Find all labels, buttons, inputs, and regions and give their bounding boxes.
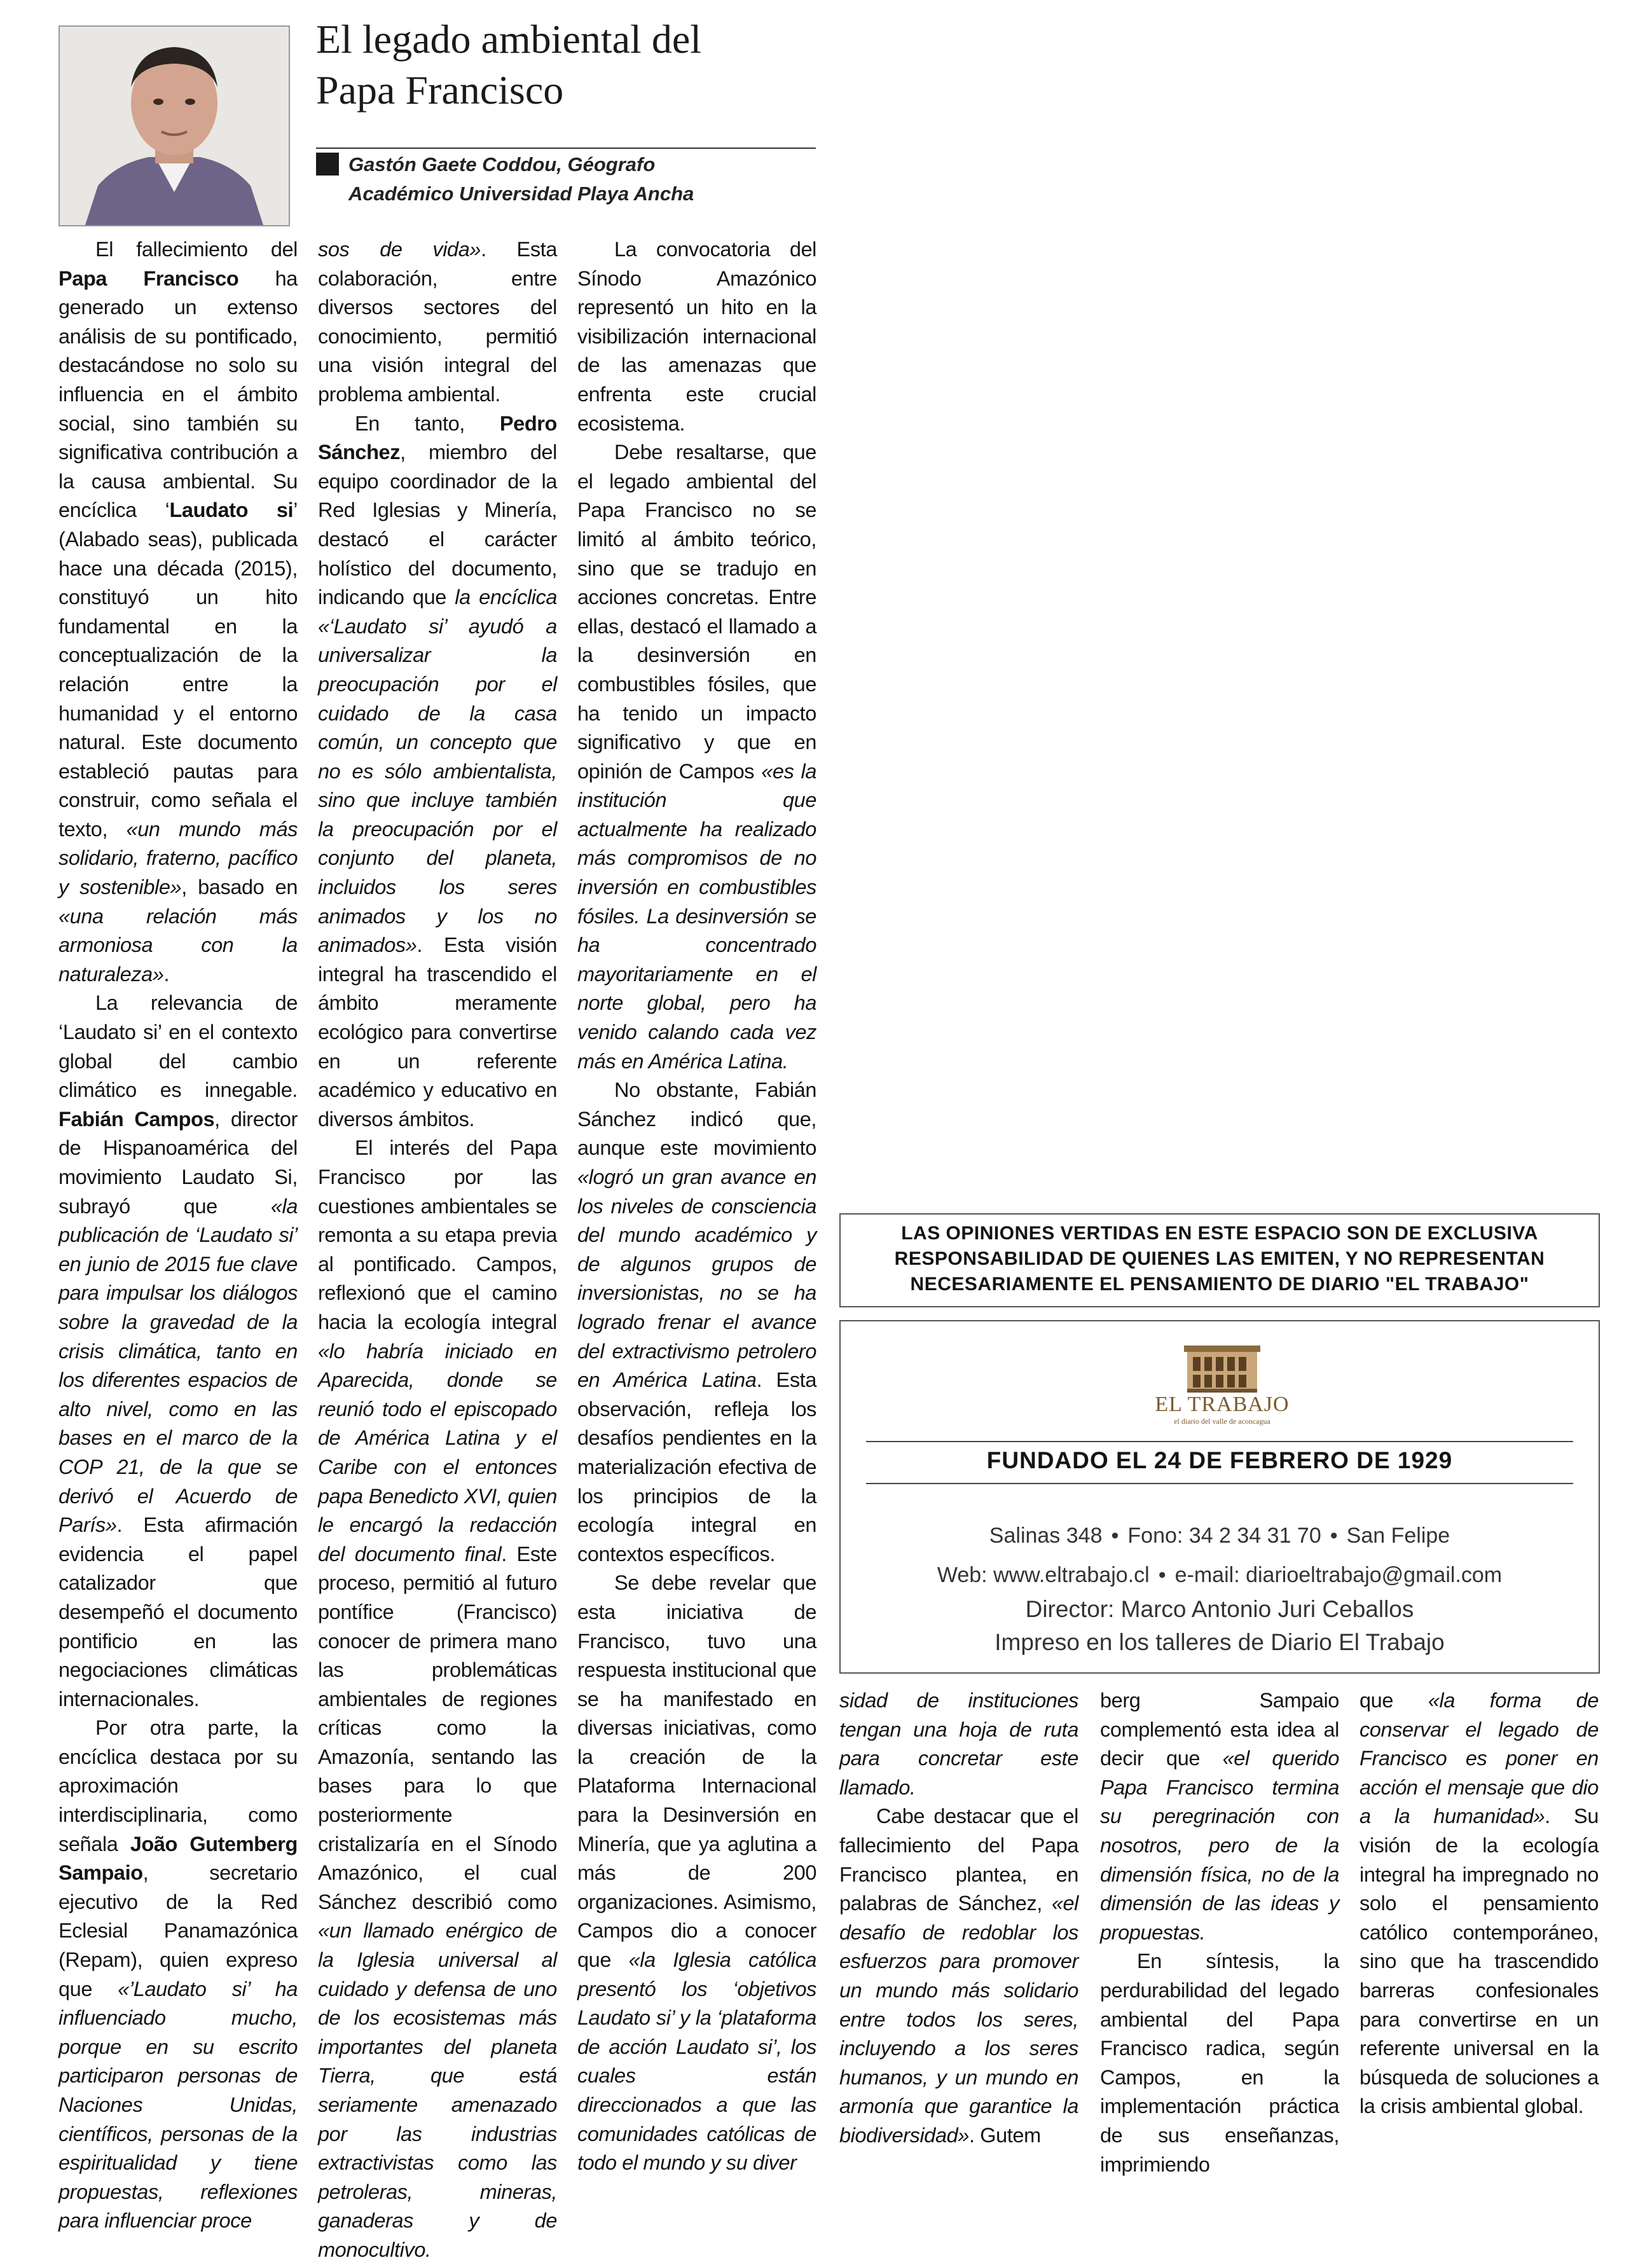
article-column-6 (1359, 1686, 1599, 2121)
paragraph: El interés del Papa Francisco por las cuestiones ambientales se remonta a su etapa previa al pontificado. Campos, reflexionó que el camino hacia la ecología integral «lo habría iniciado en Aparecida, donde se reunió todo el episcopado de América Latina y el Caribe con el entonces papa Benedicto XVI, quien le encargó la redacción del documento final. Este proceso, permitió al futuro pontífice (Francisco) conocer de primera mano las problemáticas ambientales de regiones críticas como la Amazonía, sentando las bases para lo que posteriormente cristalizaría en el Sínodo Amazónico, el cual Sánchez describió como «un llamado enérgico de la Iglesia universal al cuidado y defensa de uno de los ecosistemas más importantes del planeta Tierra, que está seriamente amenazado por las industrias extractivistas como las petroleras, mineras, ganaderas y de monocultivo. (318, 1136, 557, 2261)
paragraph: Se debe revelar que esta iniciativa de Francisco, tuvo una respuesta institucional que se ha manifestado en diversas iniciativas, como la creación de la Plataforma Internacional para la Desinversión en Minería, que ya aglutina a más de 200 organizaciones. Asimismo, Campos dio a conocer que «la Iglesia católica presentó los ‘objetivos Laudato si’ y la ‘plataforma de acción Laudato si’, los cuales están direccionados a que las comunidades católicas de todo el mundo y su diver (577, 1571, 816, 2175)
printer-line: Impreso en los talleres de Diario El Trabajo (995, 1629, 1445, 1655)
paragraph: Por otra parte, la encíclica destaca por su aproximación interdisciplinaria, como señala João Gutemberg Sampaio, secretario ejecutivo de la Red Eclesial Panamazónica (Repam), quien expreso que «’Laudato si’ ha influenciado mucho, porque en su escrito participaron personas de Naciones Unidas, científicos, personas de la espiritualidad y tiene propuestas, reflexiones para influenciar proce (59, 1716, 298, 2233)
disclaimer-line: LAS OPINIONES VERTIDAS EN ESTE ESPACIO SON DE EXCLUSIVA (901, 1223, 1538, 1244)
author-affiliation: Académico Universidad Playa Ancha (348, 182, 694, 205)
newspaper-masthead (839, 1320, 1600, 1674)
paragraph: La convocatoria del Sínodo Amazónico representó un hito en la visibilización internacional de las amenazas que enfrenta este crucial ecosistema. (577, 238, 816, 435)
author-credit (348, 150, 819, 209)
paragraph: Debe resaltarse, que el legado ambiental del Papa Francisco no se limitó al ámbito teórico, sino que se tradujo en acciones concretas. Entre ellas, destacó el llamado a la desinversión en combustibles fósiles, que ha tenido un impacto significativo y que en opinión de Campos «es la institución que actualmente ha realizado más compromisos de no inversión en combustibles fósiles. La desinversión se ha concentrado mayoritariamente en el norte global, pero ha venido calando cada vez más en América Latina. (577, 441, 817, 1073)
article-title (316, 14, 825, 116)
contact-line: Salinas 348 • Fono: 34 2 34 31 70 • San Felipe (989, 1524, 1450, 1548)
logo-tagline: el diario del valle de aconcagua (1174, 1417, 1270, 1426)
director-line: Director: Marco Antonio Juri Ceballos (1025, 1596, 1414, 1622)
author-marker (316, 153, 339, 176)
article-column-4 (839, 1686, 1078, 2151)
paragraph: La relevancia de ‘Laudato si’ en el contexto global del cambio climático es innegable. Fabián Campos, director de Hispanoamérica del movimiento Laudato Si, subrayó que «la publicación de ‘Laudato si’ en junio de 2015 fue clave para impulsar los diálogos sobre la gravedad de la crisis climática, tanto en los diferentes espacios de alto nivel, como en las bases en el marco de la COP 21, de la que se derivó el Acuerdo de París». Esta afirmación evidencia el papel catalizador que desempeñó el documento pontificio en las negociaciones climáticas internacionales. (59, 991, 298, 1711)
author-portrait-image (60, 27, 289, 225)
article-column-5 (1100, 1686, 1339, 2179)
author-photo (59, 25, 290, 226)
paragraph: En tanto, Pedro Sánchez, miembro del equipo coordinador de la Red Iglesias y Minería, destacó el carácter holístico del documento, indicando que la encíclica «‘Laudato si’ ayudó a universalizar la preocupación por el cuidado de la casa común, un concepto que no es sólo ambientalista, sino que incluye también la preocupación por el conjunto del planeta, incluidos los seres animados y los no animados». Esta visión integral ha trascendido el ámbito meramente ecológico para convertirse en un referente académico y educativo en diversos ámbitos. (318, 411, 557, 1131)
paragraph: No obstante, Fabián Sánchez indicó que, aunque este movimiento «logró un gran avance en los niveles de consciencia del mundo académico y de algunos grupos de inversionistas, no se ha logrado frenar el avance del extractivismo petrolero en América Latina. Esta observación, refleja los desafíos pendientes en la materialización efectiva de los principios de la ecología integral en contextos específicos. (577, 1078, 816, 1566)
web-line: Web: www.eltrabajo.cl • e-mail: diarioeltrabajo@gmail.com (937, 1563, 1503, 1587)
disclaimer-line: NECESARIAMENTE EL PENSAMIENTO DE DIARIO "EL TRABAJO" (910, 1274, 1529, 1295)
article-title-line1: El legado ambiental del (316, 17, 701, 62)
article-column-2 (318, 235, 557, 2265)
website-link[interactable]: Web: www.eltrabajo.cl (937, 1563, 1150, 1587)
paragraph: sidad de instituciones tengan una hoja de ruta para concretar este llamado. (839, 1689, 1078, 1799)
paragraph: En síntesis, la perdurabilidad del legado ambiental del Papa Francisco radica, según Campos, en la implementación práctica de sus enseñanzas, imprimiendo (1100, 1950, 1339, 2176)
paragraph: sos de vida». Esta colaboración, entre diversos sectores del conocimiento, permitió una visión integral del problema ambiental. (318, 238, 557, 406)
email-link[interactable]: e-mail: diarioeltrabajo@gmail.com (1174, 1563, 1503, 1587)
article-column-1 (59, 235, 298, 2236)
masthead-rule-bottom (866, 1483, 1573, 1484)
author-name: Gastón Gaete Coddou, Géografo (348, 153, 656, 176)
paragraph: Cabe destacar que el fallecimiento del Papa Francisco plantea, en palabras de Sánchez, «el desafío de redoblar los esfuerzos para promover un mundo más solidario entre todos los seres, incluyendo a los seres humanos, y un mundo en armonía que garantice la biodiversidad». Gutem (839, 1805, 1078, 2147)
header-divider (316, 148, 816, 149)
phone: Fono: 34 2 34 31 70 (1127, 1524, 1321, 1548)
article-title-line2: Papa Francisco (316, 67, 564, 113)
logo-wordmark: EL TRABAJO (1155, 1393, 1290, 1416)
masthead-rule-top (866, 1441, 1573, 1442)
disclaimer-line: RESPONSABILIDAD DE QUIENES LAS EMITEN, Y NO REPRESENTAN (894, 1248, 1545, 1269)
paragraph: El fallecimiento del Papa Francisco ha generado un extenso análisis de su pontificado, destacándose no solo su influencia en el ámbito social, sino también su significativa contribución a la causa ambiental. Su encíclica ‘Laudato si’ (Alabado seas), publicada hace una década (2015), constituyó un hito fundamental en la conceptualización de la relación entre la humanidad y el entorno natural. Este documento estableció pautas para construir, como señala el texto, «un mundo más solidario, fraterno, pacífico y sostenible», basado en «una relación más armoniosa con la naturaleza». (59, 238, 298, 986)
address: Salinas 348 (989, 1524, 1103, 1548)
article-column-3 (577, 235, 816, 2178)
opinion-disclaimer (839, 1213, 1600, 1307)
paragraph: berg Sampaio complementó esta idea al decir que «el querido Papa Francisco termina su peregrinación con nosotros, pero de la dimensión física, no de la dimensión de las ideas y propuestas. (1100, 1689, 1339, 1944)
paragraph: que «la forma de conservar el legado de Francisco es poner en acción el mensaje que dio a la humanidad». Su visión de la ecología integral ha impregnado no solo el pensamiento católico contemporáneo, sino que ha trascendido barreras confesionales para convertirse en un referente universal en la búsqueda de soluciones a la crisis ambiental global. (1359, 1689, 1599, 2118)
building-icon (1139, 1340, 1305, 1398)
city: San Felipe (1346, 1524, 1450, 1548)
founded-date: FUNDADO EL 24 DE FEBRERO DE 1929 (986, 1447, 1453, 1473)
